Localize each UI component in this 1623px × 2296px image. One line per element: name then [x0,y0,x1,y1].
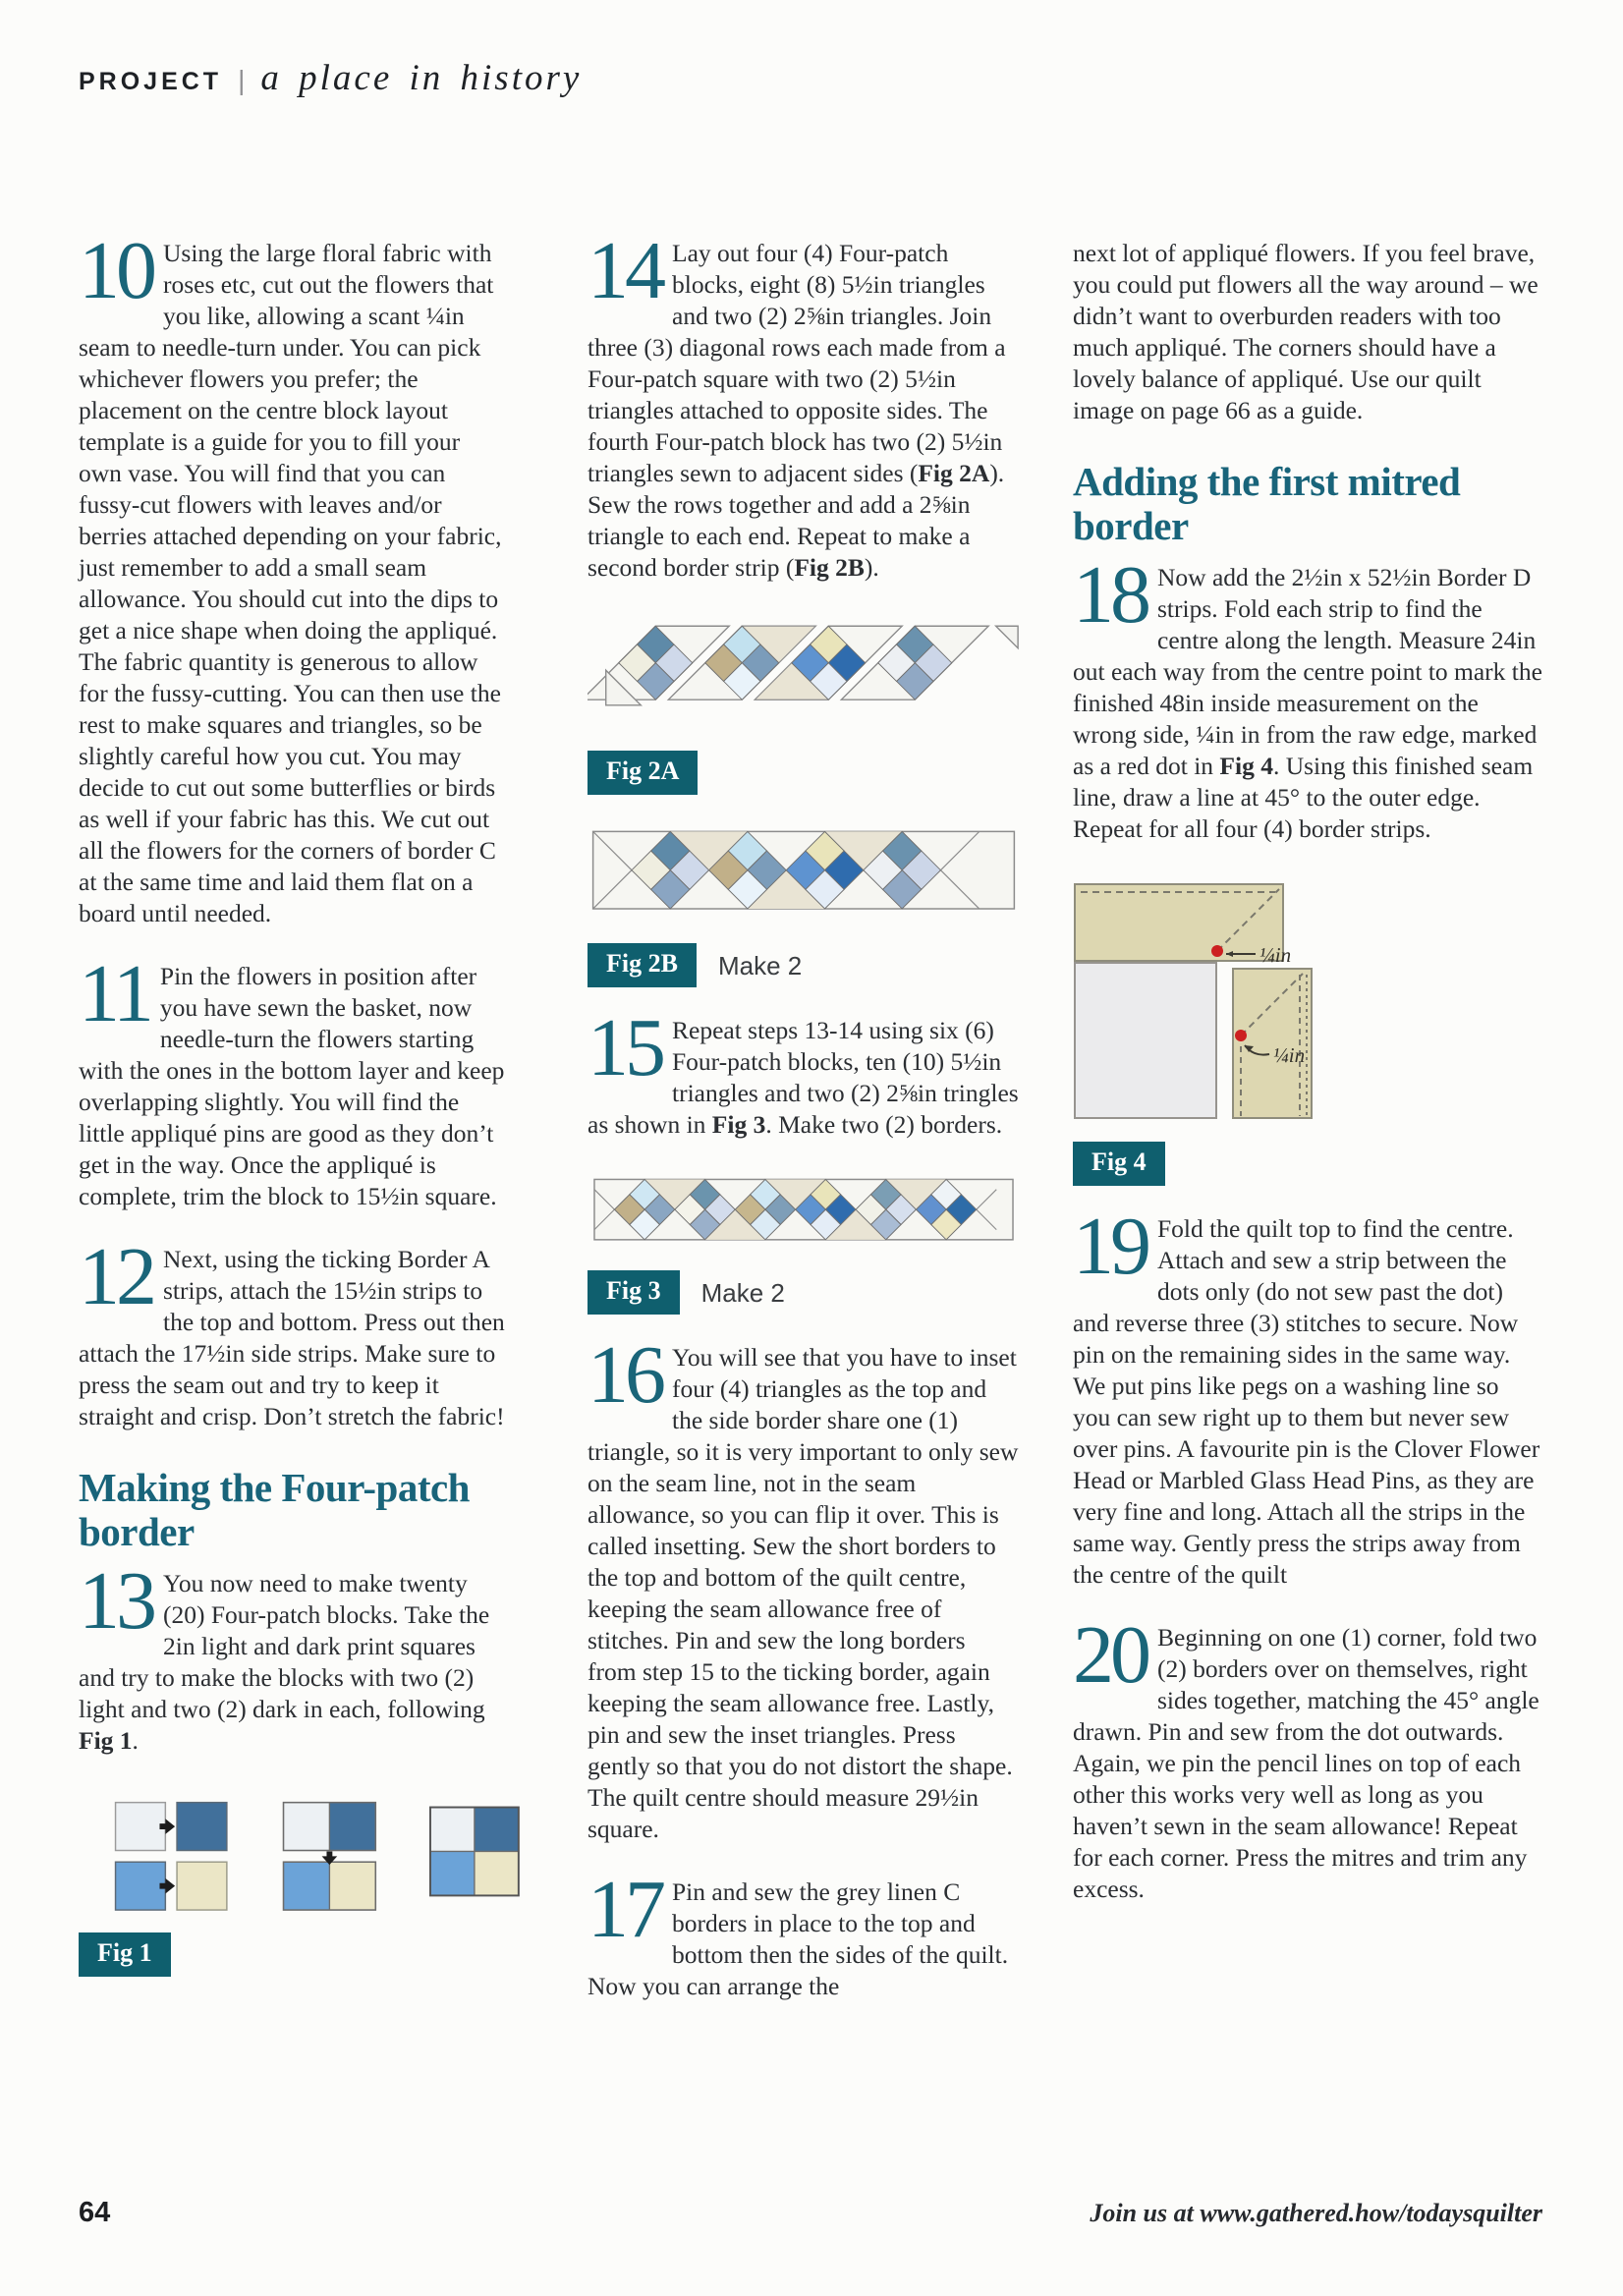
mitred-border-marking-diagram [1073,876,1535,1122]
masthead-divider: | [238,65,246,95]
heading-four-patch-border: Making the Four-patch border [79,1465,470,1554]
fig3-reference: Fig 3 [711,1110,766,1139]
fig2a-diagram [588,615,1020,731]
fig2b-diagram [588,822,1020,924]
assembled-border-strip-diagram [588,822,1020,924]
step-15-number: 15 [588,1002,662,1093]
step-10-text: Using the large floral fabric with roses etc, cut out the flowers that you like, allowing a scant ¼in seam to needle-turn under. You can pick whichever flowers you prefer; the placement on the centre block layout template is a guide for you to fill your own vase. You will find that you can fussy-cut flowers with leaves and/or berries attached depending on your fabric, just remember to add a small seam allowance. You should cut into the dips to get a nice shape when doing the appliqué. The fabric quantity is generous to allow for the fussy-cutting. You can then use the rest to make squares and triangles, so be slightly careful how you cut. You may decide to cut out some butterflies or birds as well if your fabric has this. We cut out all the flowers for the corners of border C at the same time and laid them flat on a board until needed. [79,239,502,927]
step-11-number: 11 [79,948,150,1039]
step-16-text: You will see that you have to inset four (4) triangles as the top and the side border share one (1) triangle, so it is very important to only sew on the seam line, not in the seam allowance, so you can flip it over. This is called insetting. Sew the short borders to the top and bottom of the quilt centre, keeping the seam allowance free of stitches. Pin and sew the long borders from step 15 to the ticking border, again keeping the seam allowance free. Lastly, pin and sew the inset triangles. Press gently so that you do not distort the shape. The quilt centre should measure 29½in square. [588,1343,1019,1843]
step-17-continued [1073,238,1542,426]
step-19-number: 19 [1073,1201,1147,1292]
step-13: 13 You now need to make twenty (20) Four-patch blocks. Take the 2in light and dark print squares and try to make the blocks with two (2) light and two (2) dark in each, following Fig 1. [79,1555,490,1755]
fig2b-caption-row [588,943,1020,987]
light-square [430,1808,475,1852]
light-square [116,1803,166,1851]
medium-square [116,1862,166,1910]
step-18-text: Now add the 2½in x 52½in Border D strips. Fold each strip to find the centre along the length. Measure 24in out each way from the centre point to mark the finished 48in inside measurement on the wrong side, ¼in in from the raw edge, marked as a red dot in [1073,563,1542,780]
page-number: 64 [79,2197,111,2228]
step-17 [588,1864,1020,2002]
quarter-inch-label-top: ¼in [1259,943,1292,967]
step-20-number: 20 [1073,1609,1147,1701]
medium-square [430,1851,475,1895]
column-3 [1073,238,1542,1936]
step-15: 15 Repeat steps 13-14 using six (6) Four-patch blocks, ten (10) 5½in triangles and two (2) 2⅝in tringles as shown in Fig 3. Make two (2) borders. [588,1002,1019,1139]
step-17-number: 17 [588,1864,662,1955]
fig2a-reference: Fig 2A [918,459,990,487]
footer-promo: Join us at www.gathered.how/todaysquilter [1090,2199,1542,2227]
corner-triangle [996,626,1018,647]
step-13-text: You now need to make twenty (20) Four-patch blocks. Take the 2in light and dark print squares and try to make the blocks with two (2) light and two (2) dark in each, following [79,1569,490,1723]
fig1-finished-block [430,1808,519,1896]
step-18-number: 18 [1073,549,1147,641]
fig1-diagram [79,1788,509,1913]
fig1-loose-squares [116,1803,227,1910]
fig2a-caption-row [588,751,1020,795]
fig2b-badge: Fig 2B [588,943,697,987]
long-border-strip-diagram [588,1172,1020,1251]
heading-mitred-border: Adding the first mitred border [1073,459,1461,548]
step-20 [1073,1609,1542,1905]
fig1-joined-rows [284,1803,376,1910]
fig3-badge: Fig 3 [588,1270,680,1315]
step-14: 14 Lay out four (4) Four-patch blocks, eight (8) 5½in triangles and two (2) 2⅝in triangles. Join three (3) diagonal rows each made from a Four-patch square with two (2) 5½in triangles attached to opposite sides. The fourth Four-patch block has two (2) 5½in triangles sewn to adjacent sides (Fig 2A). Sew the rows together and add a 2⅝in triangle to each end. Repeat to make a second border strip (Fig 2B). [588,225,1006,582]
fig3-make-note: Make 2 [700,1277,785,1308]
step-14-text: Lay out four (4) Four-patch blocks, eight (8) 5½in triangles and two (2) 2⅝in triangles. Join three (3) diagonal rows each made from a Four-patch square with two (2) 5½in triangles attached to opposite sides. The fourth Four-patch block has two (2) 5½in triangles sewn to adjacent sides ( [588,239,1006,487]
fig2b-make-note: Make 2 [717,950,803,980]
step-14-number: 14 [588,225,662,316]
red-dot-marker [1211,945,1223,957]
step-13-number: 13 [79,1555,153,1647]
dark-square [177,1803,227,1851]
dark-square [329,1803,375,1851]
dark-square [475,1808,519,1852]
step-16-number: 16 [588,1329,662,1421]
masthead [79,57,582,99]
step-19-text: Fold the quilt top to find the centre. Attach and sew a strip between the dots only (do not sew past the dot) and reverse three (3) stitches to secure. Now pin on the remaining sides in the same way. We put pins like pegs on a washing line so you can sew right up to them but never sew over pins. A favourite pin is the Clover Flower Head or Marbled Glass Head Pins, as they are very fine and long. Attach all the strips in the same way. Gently press the strips away from the centre of the quilt [1073,1214,1540,1589]
step-18: 18 Now add the 2½in x 52½in Border D strips. Fold each strip to find the centre along the length. Measure 24in out each way from the centre point to mark the finished 48in inside measurement on the wrong side, ¼in in from the raw edge, marked as a red dot in Fig 4. Using this finished seam line, draw a line at 45° to the outer edge. Repeat for all four (4) border strips. [1073,549,1542,843]
step-12-text: Next, using the ticking Border A strips, attach the 15½in strips to the top and bottom. Press out then attach the 17½in side strips. Make sure to press the seam out and try to keep it straight and crisp. Don’t stretch the fabric! [79,1245,505,1430]
step-12-number: 12 [79,1231,153,1322]
fig1-reference: Fig 1 [79,1726,133,1755]
fig4-badge: Fig 4 [1073,1142,1165,1186]
cream-square [475,1851,519,1895]
fig3-diagram [588,1172,1020,1251]
fig4-diagram [1073,876,1542,1122]
fig3-caption-row [588,1270,1020,1315]
cream-square [177,1862,227,1910]
fig1-badge: Fig 1 [79,1932,171,1977]
fig4-caption-row [1073,1142,1542,1186]
border-strip-horizontal [1075,884,1283,961]
fig2b-reference: Fig 2B [794,553,865,582]
step-17-continued-text: next lot of appliqué flowers. If you feel brave, you could put flowers all the way around – we didn’t want to overburden readers with too much appliqué. The corners should have a lovely balance of appliqué. Use our quilt image on page 66 as a guide. [1073,239,1539,424]
section-kicker: PROJECT [79,68,223,95]
fig4-reference: Fig 4 [1219,752,1273,780]
medium-square [284,1862,330,1910]
step-12 [79,1231,509,1432]
light-square [284,1803,330,1851]
column-2 [588,225,1020,2034]
four-patch-assembly-diagram [79,1788,531,1913]
step-10 [79,225,509,929]
step-19 [1073,1201,1542,1591]
cream-square [329,1862,375,1910]
step-20-text: Beginning on one (1) corner, fold two (2) borders over on themselves, right sides together, matching the 45° angle drawn. Pin and sew from the dot outwards. Again, we pin the pencil lines on top of each other this works very well as long as you haven’t sewn in the seam allowance! Repeat for each corner. Press the mitres and trim any excess. [1073,1623,1539,1903]
exploded-border-strip-diagram [588,615,1020,731]
quarter-inch-label-side: ¼in [1273,1043,1306,1067]
quilt-top [1075,963,1216,1118]
red-dot-marker [1235,1030,1247,1041]
step-16 [588,1329,1020,1845]
article-title: a place in history [260,58,583,98]
fig1-caption-row [79,1932,509,1977]
step-15-text: Repeat steps 13-14 using six (6) Four-patch blocks, ten (10) 5½in triangles and two (2) 2⅝in tringles as shown in [588,1016,1019,1139]
step-10-number: 10 [79,225,153,316]
column-1 [79,225,509,2004]
fig2a-badge: Fig 2A [588,751,698,795]
step-17-text: Pin and sew the grey linen C borders in place to the top and bottom then the sides of the quilt. Now you can arrange the [588,1877,1009,2000]
step-11-text: Pin the flowers in position after you have sewn the basket, now needle-turn the flowers starting with the ones in the bottom layer and keep overlapping slightly. You will find the little appliqué pins are good as they don’t get in the way. Once the appliqué is complete, trim the block to 15½in square. [79,962,505,1210]
step-11 [79,948,509,1212]
